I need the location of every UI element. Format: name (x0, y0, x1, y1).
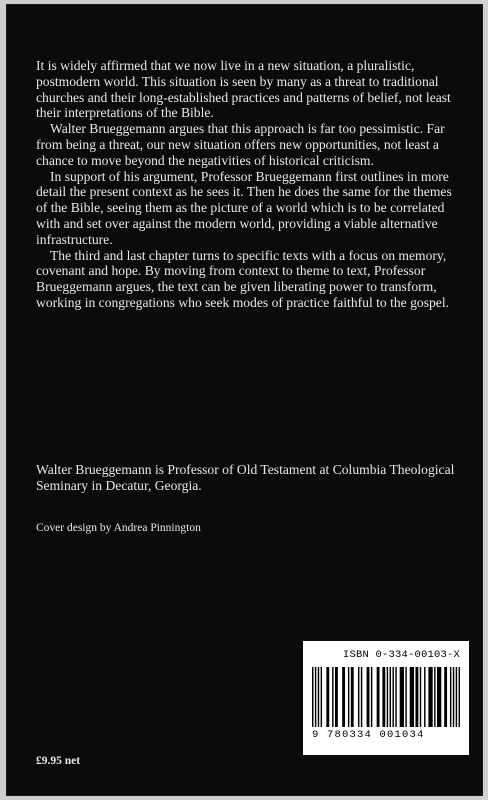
barcode-bar (420, 667, 421, 727)
isbn-label: ISBN 0-334-00103-X (342, 649, 460, 661)
barcode-bar (371, 667, 372, 727)
barcode-bar (459, 667, 460, 727)
barcode-bar (377, 667, 380, 727)
blurb-paragraph-2: Walter Brueggemann argues that this approach is far too pessimistic. Far from being a threat, our new situation offers new opportunities, not least a chance to move beyond the negativities of historical criticism. (36, 121, 445, 168)
barcode-bar (415, 667, 418, 727)
author-bio: Walter Brueggemann is Professor of Old Testament at Columbia Theological Seminary in Decatur, Georgia. (36, 462, 455, 493)
cover-credit: Cover design by Andrea Pinnington (36, 522, 201, 534)
blurb-paragraph-1: It is widely affirmed that we now live in a new situation, a pluralistic, postmodern world. This situation is seen by many as a threat to traditional churches and their long-established practices and patterns of belief, not least their interpretations of the Bible. (36, 58, 451, 121)
barcode-bar (434, 667, 435, 727)
barcode-bar (361, 667, 362, 727)
barcode-bar (342, 667, 345, 727)
barcode-bar (395, 667, 396, 727)
barcode-bar (326, 667, 329, 727)
barcode-bar (405, 667, 406, 727)
barcode-bar (367, 667, 370, 727)
barcode-bar (332, 667, 333, 727)
blurb-paragraph-4: The third and last chapter turns to specific texts with a focus on memory, covenant and hope. By moving from context to theme to text, Professor Brueggemann argues, the text can be given liberating power to transform, working in congregations who seek modes of practice faithful to the gospel. (36, 247, 449, 310)
barcode-bar (312, 667, 313, 727)
barcode-image (312, 667, 460, 727)
barcode-box (303, 641, 469, 755)
barcode-bar (321, 667, 322, 727)
barcode-bar (400, 667, 404, 727)
barcode-bar (410, 667, 414, 727)
barcode-bar (390, 667, 391, 727)
barcode-bar (444, 667, 447, 727)
barcode-bar (437, 667, 441, 727)
barcode-bar (335, 667, 338, 727)
barcode-bar (450, 667, 451, 727)
blurb (36, 58, 466, 311)
blurb-paragraph-3: In support of his argument, Professor Brueggemann first outlines in more detail the present context as he sees it. Then he does the same for the themes of the Bible, seeing them as the picture of a world which is to be correlated with and set over against the modern world, providing a viable alternative infrastructure. (36, 168, 452, 247)
barcode-bar (428, 667, 432, 727)
barcode-bar (453, 667, 454, 727)
barcode-bar (456, 667, 457, 727)
ean-digits: 9 780334 001034 (312, 729, 425, 741)
barcode-bar (351, 667, 354, 727)
price-label: £9.95 net (36, 755, 81, 767)
barcode-bar (424, 667, 425, 727)
barcode-bar (348, 667, 349, 727)
barcode-bar (392, 667, 393, 727)
barcode-bar (387, 667, 388, 727)
barcode-bar (315, 667, 316, 727)
barcode-bar (382, 667, 385, 727)
barcode-bar (318, 667, 319, 727)
back-cover (6, 4, 483, 796)
barcode-bar (358, 667, 359, 727)
